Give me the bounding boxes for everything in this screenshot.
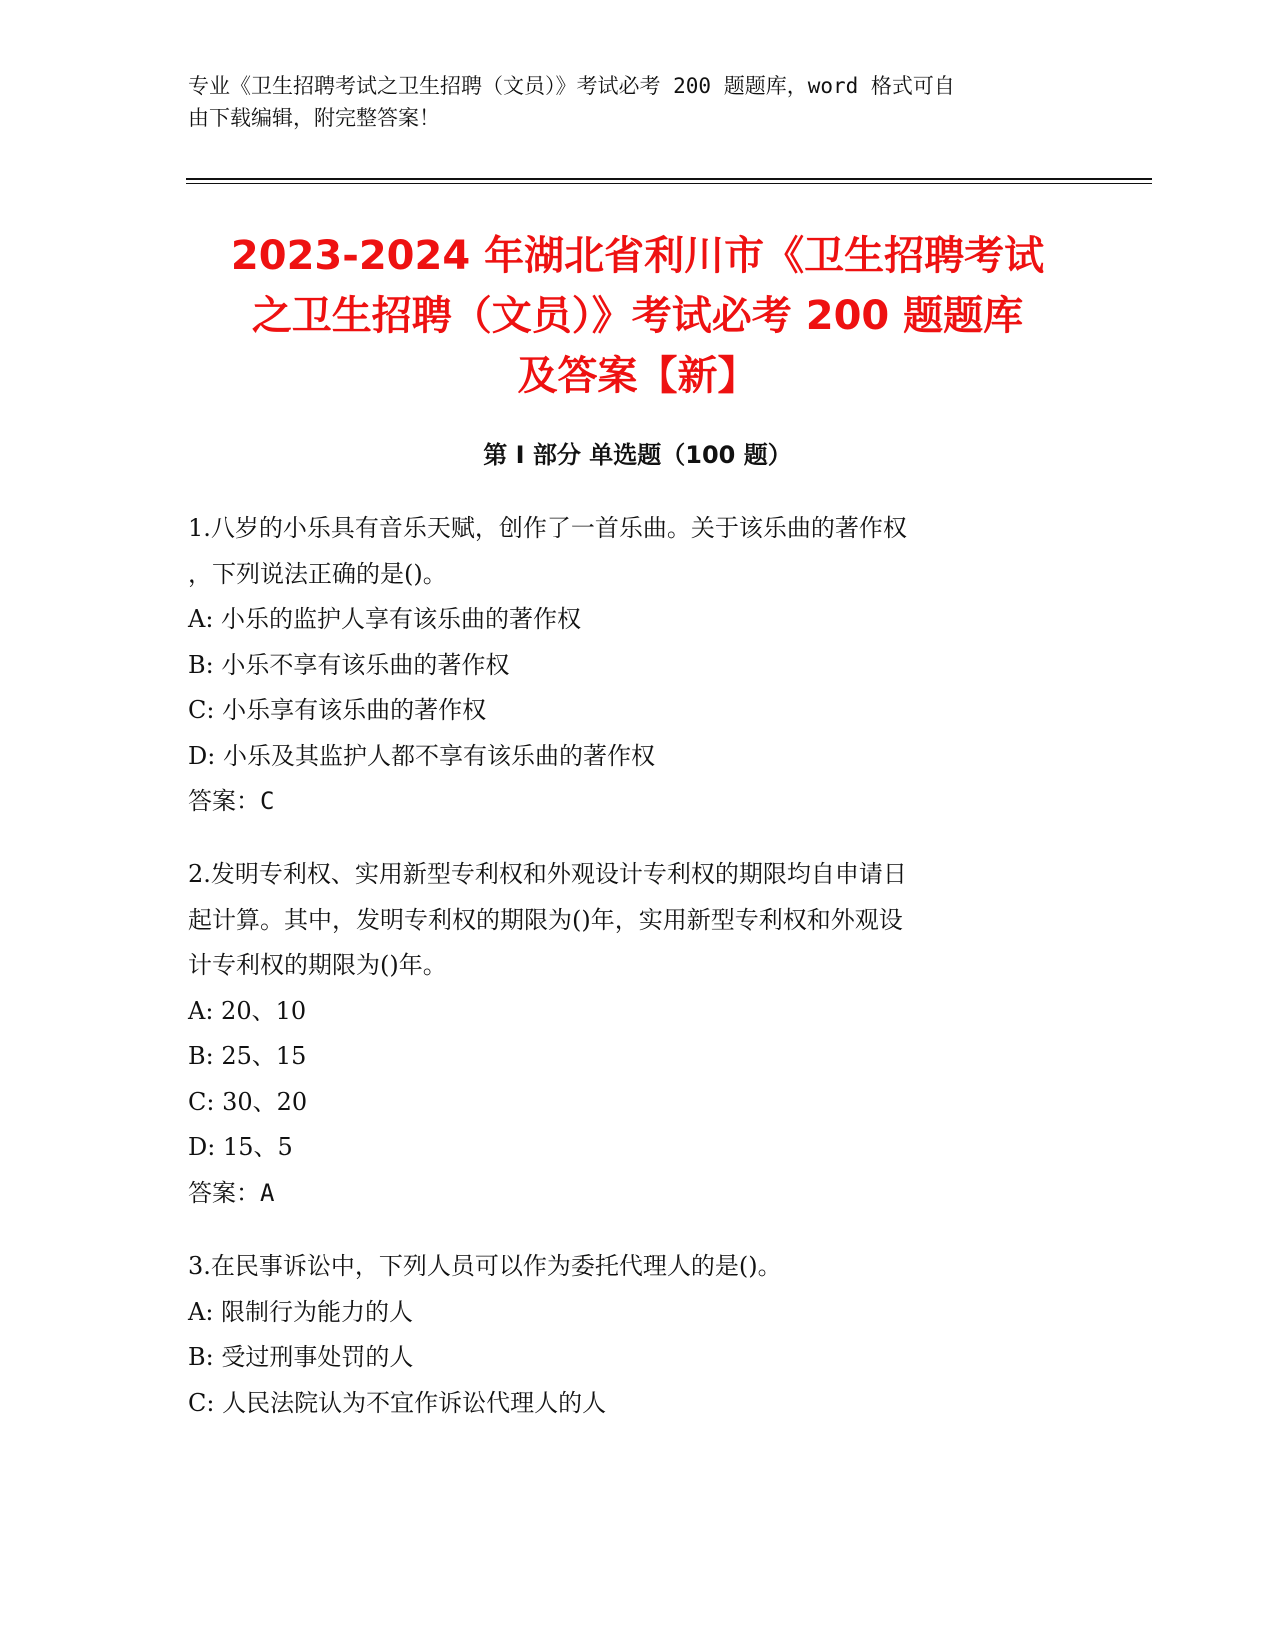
answer-value: C <box>260 787 275 815</box>
option-a: A: 20、10 <box>188 996 307 1025</box>
option-c: C: 30、20 <box>188 1087 308 1116</box>
option-c: C: 人民法院认为不宜作诉讼代理人的人 <box>188 1388 607 1417</box>
question-stem-line: 2.发明专利权、实用新型专利权和外观设计专利权的期限均自申请日 <box>188 860 907 888</box>
question-stem-line: 起计算。其中，发明专利权的期限为()年，实用新型专利权和外观设 <box>188 905 903 934</box>
option-a: A: 限制行为能力的人 <box>188 1297 414 1326</box>
title-line: 2023-2024 年湖北省利川市《卫生招聘考试 <box>230 233 1045 279</box>
question-stem-line: ，下列说法正确的是()。 <box>188 559 447 588</box>
option-a: A: 小乐的监护人享有该乐曲的著作权 <box>188 605 582 633</box>
option-b: B: 受过刑事处罚的人 <box>188 1343 414 1371</box>
answer-line <box>188 779 1088 825</box>
header-note <box>188 70 1068 134</box>
header-divider-thick <box>186 178 1152 180</box>
option-d: D: 15、5 <box>188 1133 293 1161</box>
title-line: 及答案【新】 <box>517 353 758 399</box>
option-c: C: 小乐享有该乐曲的著作权 <box>188 696 487 724</box>
option-b: B: 25、15 <box>188 1042 307 1070</box>
header-note-line: 由下载编辑，附完整答案！ <box>188 106 440 130</box>
title-line: 之卫生招聘（文员）》考试必考 200 题题库 <box>251 293 1024 339</box>
option-b: B: 小乐不享有该乐曲的著作权 <box>188 650 510 679</box>
question-2 <box>188 852 1088 1216</box>
answer-line <box>188 1171 1088 1217</box>
document-title <box>150 226 1125 406</box>
answer-label: 答案： <box>188 1178 260 1207</box>
question-stem-line: 3.在民事诉讼中，下列人员可以作为委托代理人的是()。 <box>188 1252 782 1280</box>
header-divider-thin <box>186 183 1152 184</box>
question-3 <box>188 1244 1088 1426</box>
question-stem-line: 计专利权的期限为()年。 <box>188 951 447 979</box>
header-note-line: 专业《卫生招聘考试之卫生招聘（文员）》考试必考 200 题题库，word 格式可自 <box>188 74 955 98</box>
question-stem-line: 1.八岁的小乐具有音乐天赋，创作了一首乐曲。关于该乐曲的著作权 <box>188 514 907 542</box>
option-d: D: 小乐及其监护人都不享有该乐曲的著作权 <box>188 741 655 770</box>
section-heading: 第 I 部分 单选题（100 题） <box>483 441 792 469</box>
answer-value: A <box>260 1178 275 1207</box>
question-1 <box>188 506 1088 825</box>
answer-label: 答案： <box>188 787 260 815</box>
